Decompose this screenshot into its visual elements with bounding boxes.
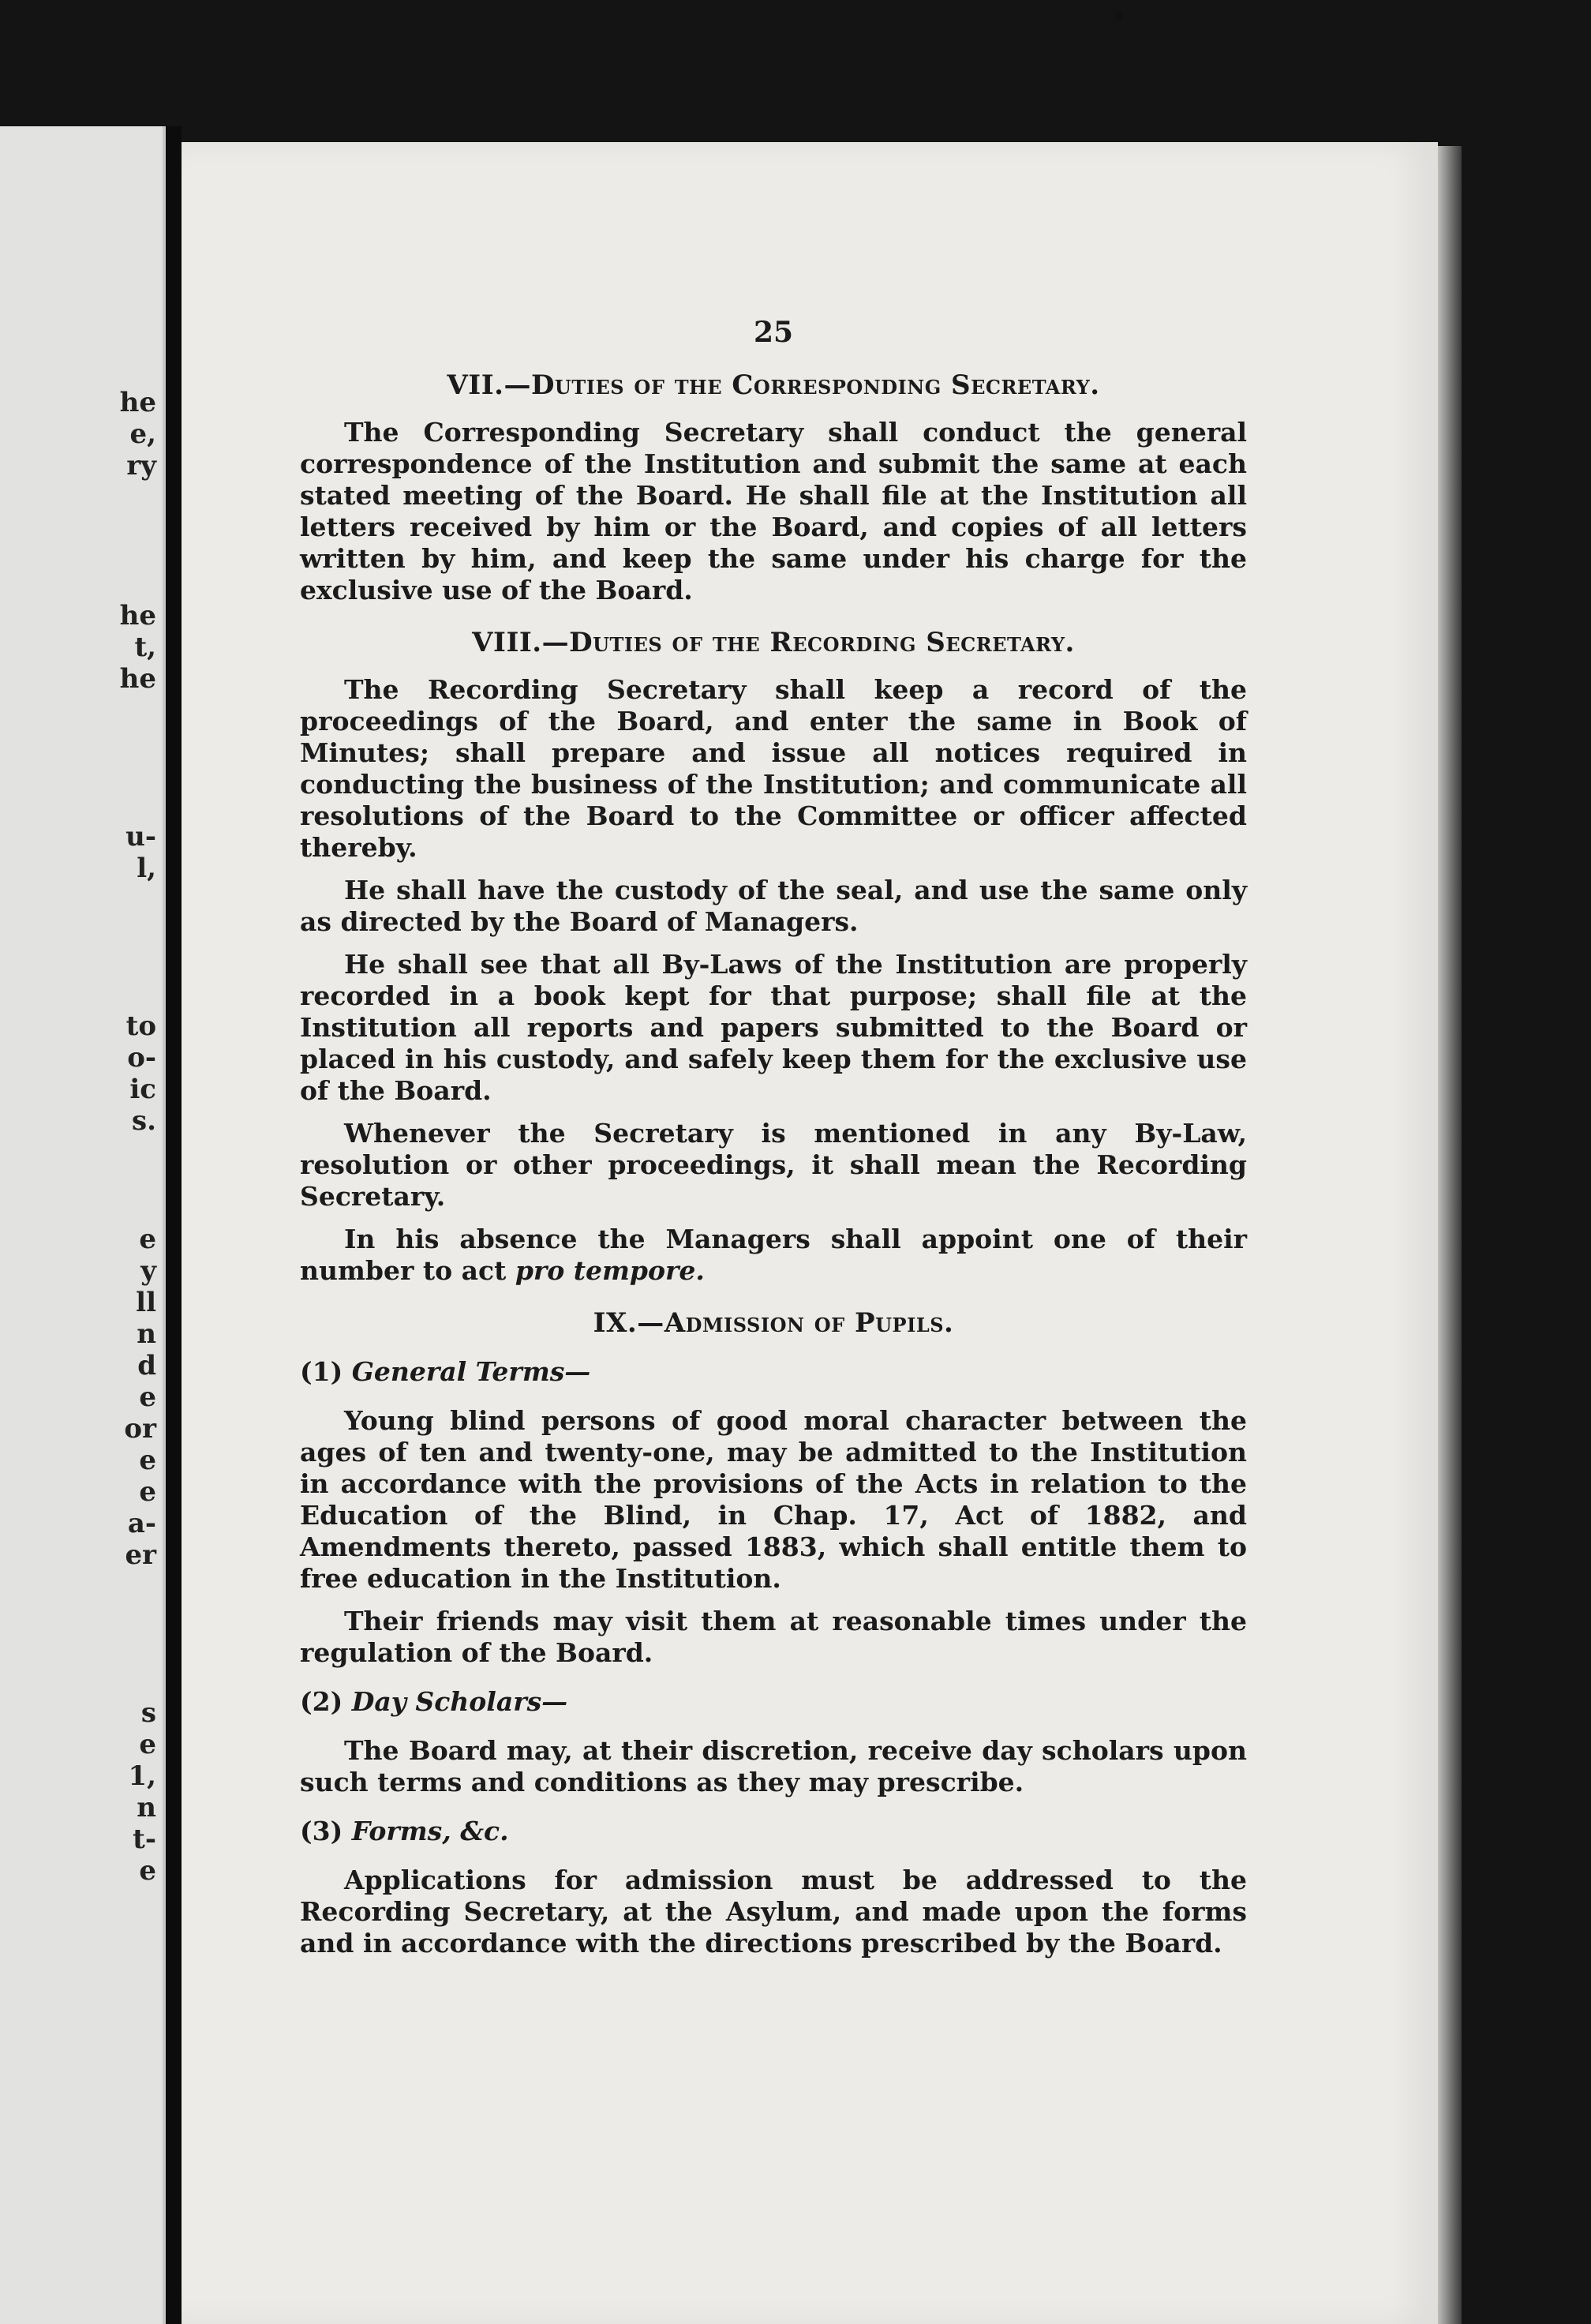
section-heading: IX.—Admission of Pupils. (593, 1307, 954, 1339)
book-page (182, 142, 1438, 2324)
paragraph: The Recording Secretary shall keep a record of the proceedings of the Board, and enter the same in Book of Minutes; shall prepare and issue all notices required in conducting the business of the Institution; and communicate all resolutions of the Board to the Committee or officer affected thereby. (300, 674, 1247, 863)
previous-page-fragment: t, (134, 632, 156, 663)
previous-page-fragment: n (137, 1792, 156, 1824)
subsection-heading (300, 1686, 1247, 1718)
previous-page-edge (0, 126, 166, 2324)
previous-page-fragment: u- (125, 821, 156, 853)
subsection-heading (300, 1816, 1247, 1847)
paragraph: Young blind persons of good moral character between the ages of ten and twenty-one, may be admitted to the Institution in accordance with the provisions of the Acts in relation to the Education of the Blind, in Chap. 17, Act of 1882, and Amendments thereto, passed 1883, which shall entitle them to free education in the Institution. (300, 1405, 1247, 1594)
previous-page-fragment: er (125, 1539, 156, 1571)
subsection-title: Forms, &c. (351, 1816, 509, 1846)
previous-page-fragment: ry (126, 450, 156, 482)
dust-speck (1114, 11, 1122, 21)
previous-page-fragment: e (139, 1224, 156, 1255)
previous-page-fragment: n (137, 1318, 156, 1350)
previous-page-fragment: or (124, 1413, 156, 1445)
previous-page-fragment: 1, (128, 1760, 156, 1792)
previous-page-fragment: o- (127, 1042, 156, 1074)
previous-page-fragment: a- (127, 1508, 156, 1539)
previous-page-fragment: e (139, 1445, 156, 1476)
paragraph: He shall see that all By-Laws of the Institution are properly recorded in a book kept for that purpose; shall file at the Institution all reports and papers submitted to the Board or placed in his custody, and safely keep them for the exclusive use of the Board. (300, 949, 1247, 1106)
previous-page-fragment: s (140, 1697, 156, 1729)
paragraph: Applications for admission must be addressed to the Recording Secretary, at the Asylum, and made upon the forms and in accordance with the directions prescribed by the Board. (300, 1865, 1247, 1959)
page-edge-shadow (1438, 146, 1462, 2324)
previous-page-fragment: l, (137, 853, 156, 884)
previous-page-fragment: to (125, 1010, 156, 1042)
previous-page-fragment: d (137, 1350, 156, 1381)
paragraph: The Corresponding Secretary shall conduct the general correspondence of the Institution and submit the same at each stated meeting of the Board. He shall file at the Institution all letters received by him or the Board, and copies of all letters written by him, and keep the same under his charge for the exclusive use of the Board. (300, 417, 1247, 605)
previous-page-fragment: ll (136, 1287, 156, 1318)
paragraph: He shall have the custody of the seal, and use the same only as directed by the Board of Managers. (300, 875, 1247, 937)
subsection-number: (2) (300, 1686, 343, 1717)
paragraph (300, 1224, 1247, 1287)
latin-phrase: pro tempore. (515, 1255, 705, 1286)
previous-page-fragment: t- (133, 1824, 156, 1855)
page-number: 25 (753, 316, 794, 349)
page-content (300, 316, 1247, 1970)
subsection-heading (300, 1356, 1247, 1388)
subsection-number: (3) (300, 1816, 343, 1846)
subsection-number: (1) (300, 1356, 343, 1387)
previous-page-fragment: ic (129, 1074, 156, 1105)
paragraph-text: In his absence the Managers shall appoint one of their number to act (300, 1224, 1247, 1286)
previous-page-fragment: e (139, 1476, 156, 1508)
previous-page-fragment: e, (129, 418, 156, 450)
subsection-title: Day Scholars— (351, 1686, 568, 1717)
book-gutter (166, 126, 182, 2324)
paragraph: Whenever the Secretary is mentioned in any By-Law, resolution or other proceedings, it shall mean the Recording Secretary. (300, 1118, 1247, 1212)
subsection-title: General Terms— (351, 1356, 591, 1387)
paragraph: Their friends may visit them at reasonable times under the regulation of the Board. (300, 1606, 1247, 1668)
previous-page-fragment: he (119, 600, 156, 632)
previous-page-fragment: e (139, 1855, 156, 1887)
previous-page-fragment: s. (132, 1105, 156, 1137)
section-heading: VIII.—Duties of the Recording Secretary. (472, 627, 1075, 658)
previous-page-fragment: e (139, 1729, 156, 1760)
paragraph: The Board may, at their discretion, receive day scholars upon such terms and conditions as they may prescribe. (300, 1735, 1247, 1797)
previous-page-fragment: he (119, 663, 156, 695)
section-heading: VII.—Duties of the Corresponding Secretary. (447, 369, 1100, 401)
previous-page-fragment: y (140, 1255, 156, 1287)
previous-page-fragment: he (119, 387, 156, 418)
previous-page-fragment: e (139, 1381, 156, 1413)
